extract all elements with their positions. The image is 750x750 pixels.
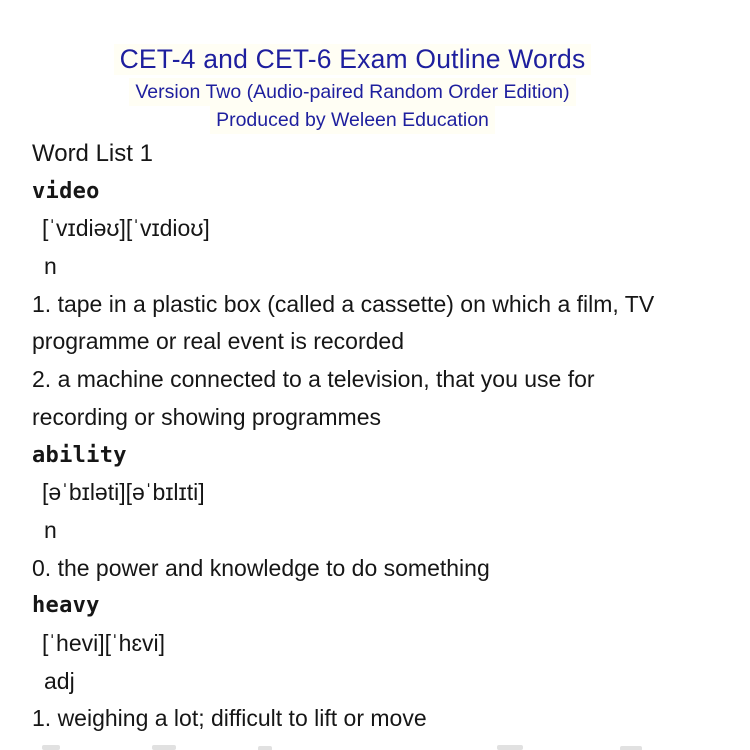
doc-header xyxy=(0,44,705,134)
entry-word: video xyxy=(32,178,100,204)
entry-phonetics: [əˈbɪləti][əˈbɪlɪti] xyxy=(42,479,205,506)
word-list xyxy=(32,135,740,738)
cutoff-line-fragment xyxy=(258,746,272,750)
cutoff-line-fragment xyxy=(497,745,523,750)
word-list-heading: Word List 1 xyxy=(32,140,153,167)
doc-title xyxy=(0,44,705,75)
definition-line: 1. weighing a lot; difficult to lift or move xyxy=(32,705,427,732)
entry-word: heavy xyxy=(32,593,100,619)
doc-subtitle-producer xyxy=(0,106,705,134)
entry-part-of-speech: adj xyxy=(44,667,75,694)
cutoff-line-fragment xyxy=(620,746,642,750)
definition-line: 2. a machine connected to a television, that you use for xyxy=(32,366,595,393)
definition-line: recording or showing programmes xyxy=(32,403,381,430)
entry-phonetics: [ˈvɪdiəʊ][ˈvɪdioʊ] xyxy=(42,215,210,242)
entry-word: ability xyxy=(32,442,127,468)
definition-line: 1. tape in a plastic box (called a cassette) on which a film, TV xyxy=(32,290,655,317)
cutoff-line-fragment xyxy=(152,745,176,750)
definition-line: programme or real event is recorded xyxy=(32,328,404,355)
doc-subtitle-producer-text: Produced by Weleen Education xyxy=(210,106,495,134)
entry-phonetics: [ˈhevi][ˈhɛvi] xyxy=(42,629,166,656)
doc-subtitle-version-text: Version Two (Audio-paired Random Order Edition) xyxy=(129,78,575,106)
definition-line: 0. the power and knowledge to do something xyxy=(32,554,490,581)
doc-subtitle-version xyxy=(0,78,705,106)
doc-title-text: CET-4 and CET-6 Exam Outline Words xyxy=(114,44,592,75)
entry-part-of-speech: n xyxy=(44,516,57,543)
cutoff-line-fragment xyxy=(42,745,60,750)
entry-part-of-speech: n xyxy=(44,253,57,280)
